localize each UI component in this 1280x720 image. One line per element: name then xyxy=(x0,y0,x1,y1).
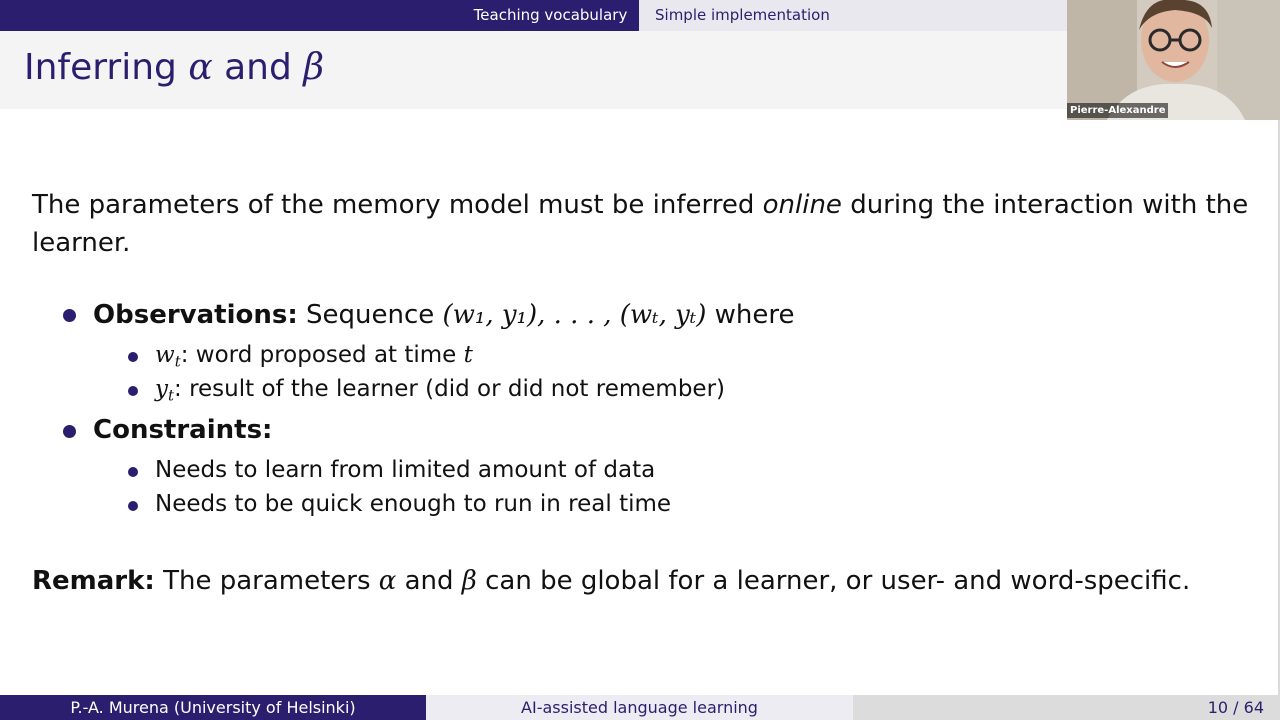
title-prefix: Inferring xyxy=(24,47,189,88)
intro-emphasis: online xyxy=(762,190,842,220)
result-symbol-subscript: t xyxy=(168,386,175,405)
footer-page-number: 10 / 64 xyxy=(1207,698,1264,717)
title-beta: β xyxy=(303,47,325,88)
intro-text-before: The parameters of the memory model must be inferred xyxy=(32,190,763,220)
constraint-item-real-time: Needs to be quick enough to run in real time xyxy=(155,491,672,517)
constraints-item xyxy=(93,415,272,445)
remark-text-1: The parameters xyxy=(154,566,379,596)
remark-alpha: α xyxy=(378,566,397,596)
observations-heading: Observations: xyxy=(93,300,298,330)
participant-video-image xyxy=(1067,0,1280,120)
section-link-teaching-vocabulary[interactable]: Teaching vocabulary xyxy=(473,6,628,24)
observations-text-after: where xyxy=(706,300,795,330)
footer-talk-title: AI-assisted language learning xyxy=(426,695,853,720)
title-alpha: α xyxy=(188,47,213,88)
remark-text-2: and xyxy=(396,566,462,596)
participant-video-tile[interactable] xyxy=(1067,0,1280,120)
constraints-heading: Constraints: xyxy=(93,415,273,445)
constraint-sub-bullet xyxy=(128,501,138,511)
observations-bullet xyxy=(63,309,76,322)
remark-heading: Remark: xyxy=(32,566,155,596)
observations-sequence: (w₁, y₁), . . . , (wₜ, yₜ) xyxy=(442,300,707,330)
constraints-bullet xyxy=(63,425,76,438)
word-symbol: w xyxy=(155,342,175,368)
title-and: and xyxy=(212,47,304,88)
constraint-sub-bullet xyxy=(128,467,138,477)
slide-footer xyxy=(0,695,1280,720)
remark-line xyxy=(32,566,1190,596)
observations-item xyxy=(93,300,794,330)
intro-text-after: during the interaction with the learner. xyxy=(32,190,1249,258)
intro-paragraph xyxy=(32,186,1252,262)
footer-author: P.-A. Murena (University of Helsinki) xyxy=(0,695,426,720)
observation-sub-item-result xyxy=(155,375,725,409)
subsection-link-simple-implementation[interactable]: Simple implementation xyxy=(639,0,1067,31)
footer-page-box xyxy=(853,695,1280,720)
observations-text-before: Sequence xyxy=(297,300,443,330)
observation-sub-bullet xyxy=(128,386,138,396)
observation-sub-bullet xyxy=(128,352,138,362)
remark-text-3: can be global for a learner, or user- and word-specific. xyxy=(476,566,1191,596)
constraint-item-limited-data: Needs to learn from limited amount of data xyxy=(155,457,656,483)
remark-beta: β xyxy=(461,566,477,596)
word-description: : word proposed at time xyxy=(180,342,464,368)
result-description: : result of the learner (did or did not remember) xyxy=(174,376,726,402)
word-symbol-subscript: t xyxy=(174,352,181,371)
word-time-symbol: t xyxy=(463,342,473,368)
participant-name-label: Pierre-Alexandre xyxy=(1067,103,1168,118)
observation-sub-item-word xyxy=(155,341,473,375)
frame-title xyxy=(24,47,325,88)
result-symbol: y xyxy=(155,376,168,402)
